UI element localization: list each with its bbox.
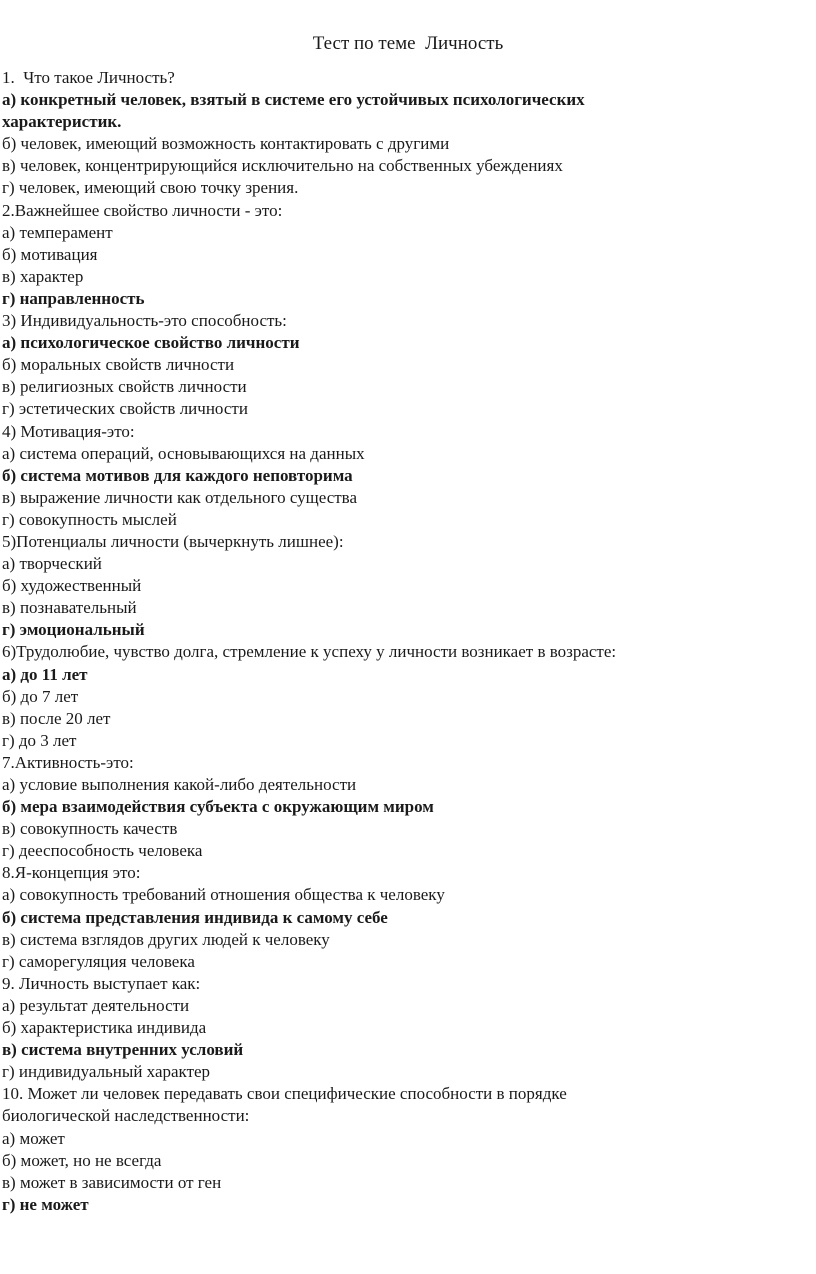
text-line: 8.Я-концепция это:	[2, 863, 141, 883]
text-line: а) результат деятельности	[2, 995, 190, 1015]
text-line: б) моральных свойств личности	[2, 355, 235, 375]
text-line: г) до 3 лет	[2, 730, 77, 750]
text-line: в) выражение личности как отдельного существа	[2, 487, 358, 507]
correct-answer-line: в) система внутренних условий	[2, 1040, 244, 1060]
text-line: г) индивидуальный характер	[2, 1062, 211, 1082]
test-body	[2, 67, 814, 1216]
text-line: б) характеристика индивида	[2, 1018, 207, 1038]
text-line: 3) Индивидуальность-это способность:	[2, 311, 287, 331]
text-line: г) эстетических свойств личности	[2, 399, 248, 419]
text-line: 9. Личность выступает как:	[2, 973, 201, 993]
text-line: а) условие выполнения какой-либо деятельности	[2, 775, 357, 794]
text-line: г) человек, имеющий свою точку зрения.	[2, 178, 299, 198]
text-line: в) человек, концентрирующийся исключительно на собственных убеждениях	[2, 156, 563, 176]
text-line: б) мотивация	[2, 244, 98, 264]
text-line: 7.Активность-это:	[2, 752, 134, 772]
text-line: а) темперамент	[2, 222, 113, 242]
text-line: 2.Важнейшее свойство личности - это:	[2, 200, 283, 220]
text-line: б) до 7 лет	[2, 686, 79, 706]
correct-answer-line: а) психологическое свойство личности	[2, 333, 300, 353]
text-line: в) система взглядов других людей к человеку	[2, 929, 330, 949]
text-line: б) может, но не всегда	[2, 1150, 162, 1170]
correct-answer-line: а) до 11 лет	[2, 664, 88, 684]
text-line: в) познавательный	[2, 598, 137, 618]
text-line: в) после 20 лет	[2, 708, 111, 728]
text-line: а) система операций, основывающихся на данных	[2, 443, 365, 463]
correct-answer-line: г) не может	[2, 1194, 89, 1214]
correct-answer-line: г) направленность	[2, 288, 145, 308]
text-line: 6)Трудолюбие, чувство долга, стремление к успеху у личности возникает в возрасте:	[2, 642, 617, 662]
text-line: в) религиозных свойств личности	[2, 377, 247, 397]
correct-answer-line: а) конкретный человек, взятый в системе его устойчивых психологических	[2, 90, 585, 110]
text-line: в) совокупность качеств	[2, 819, 178, 839]
text-line: а) творческий	[2, 554, 102, 574]
correct-answer-line: б) система мотивов для каждого неповторима	[2, 465, 353, 485]
text-line: г) совокупность мыслей	[2, 509, 177, 529]
text-line: в) может в зависимости от ген	[2, 1172, 222, 1192]
text-line: 5)Потенциалы личности (вычеркнуть лишнее):	[2, 531, 344, 551]
correct-answer-line: характеристик.	[2, 112, 122, 132]
text-line: а) может	[2, 1128, 65, 1148]
text-line: 4) Мотивация-это:	[2, 421, 135, 441]
text-line: а) совокупность требований отношения общества к человеку	[2, 885, 445, 905]
correct-answer-line: б) система представления индивида к самому себе	[2, 907, 388, 927]
text-line: г) саморегуляция человека	[2, 951, 195, 971]
text-line: биологической наследственности:	[2, 1106, 250, 1126]
text-line: 1. Что такое Личность?	[2, 68, 175, 87]
text-line: 10. Может ли человек передавать свои специфические способности в порядке	[2, 1084, 567, 1104]
text-line: б) художественный	[2, 576, 142, 596]
text-line: г) дееспособность человека	[2, 841, 203, 861]
text-line: в) характер	[2, 266, 84, 286]
text-line: б) человек, имеющий возможность контактировать с другими	[2, 134, 450, 154]
document-title: Тест по теме Личность	[312, 33, 504, 54]
correct-answer-line: б) мера взаимодействия субъекта с окружающим миром	[2, 797, 434, 817]
correct-answer-line: г) эмоциональный	[2, 620, 145, 640]
